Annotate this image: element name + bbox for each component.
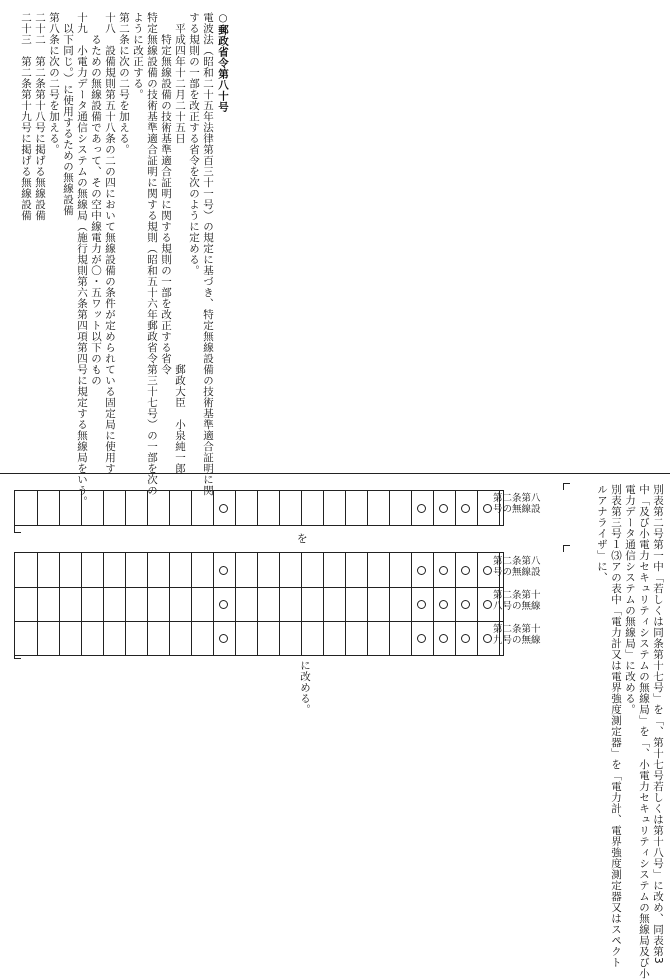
table-cell-divider: [345, 553, 346, 655]
table-cell-divider: [477, 491, 478, 525]
circle-mark: [439, 504, 448, 513]
circle-mark: [219, 600, 228, 609]
table-before-grid: [14, 490, 504, 526]
ordinance-line: 第二条に次の二号を加える。: [118, 12, 130, 155]
ordinance-title: ○郵政省令第八十号: [217, 12, 229, 113]
table-cell-divider: [477, 553, 478, 655]
circle-mark: [417, 566, 426, 575]
table-cell-divider: [125, 553, 126, 655]
replace-mark-aratameru: に改める。: [299, 660, 311, 715]
table-cell-divider: [301, 491, 302, 525]
table-cell-divider: [389, 491, 390, 525]
amendment-line: 別表第三号１⑶アの表中「電力計又は電界強度測定器」を「電力計、電界強度測定器又はスペクト: [610, 484, 622, 968]
table-cell-divider: [37, 553, 38, 655]
table-cell-divider: [455, 553, 456, 655]
table-cell-divider: [213, 553, 214, 655]
table-cell-divider: [191, 553, 192, 655]
table-cell-divider: [37, 491, 38, 525]
table-cell-divider: [191, 491, 192, 525]
circle-mark: [461, 634, 470, 643]
ordinance-line: する規則の一部を改正する省令を次のように定める。: [188, 12, 200, 276]
table-cell-divider: [59, 553, 60, 655]
circle-mark: [417, 504, 426, 513]
table-cell-divider: [235, 553, 236, 655]
table-cell-divider: [169, 491, 170, 525]
table-after-grid: [14, 552, 504, 656]
ordinance-line: るための無線設備であって、その空中線電力が〇・五ワット以下のもの: [90, 12, 102, 386]
amendment-line: ルアナライザ」に、: [596, 484, 608, 583]
table-cell-divider: [455, 491, 456, 525]
table-row-divider: [15, 587, 503, 588]
table-cell-divider: [301, 553, 302, 655]
bracket-mark: [563, 545, 570, 552]
circle-mark: [483, 566, 492, 575]
amendment-line: 電力データ通信システムの無線局」に改める。: [624, 484, 636, 715]
table-cell-divider: [323, 491, 324, 525]
ordinance-line: 二十三 第二条第十九号に掲げる無線設備: [20, 12, 32, 221]
circle-mark: [483, 600, 492, 609]
ordinance-line: 特定無線設備の技術基準適合証明に関する規則（昭和五十六年郵政省令第三十七号）の一部を次の: [146, 12, 158, 496]
table-cell-divider: [169, 553, 170, 655]
circle-mark: [219, 634, 228, 643]
ordinance-line: 第八条に次の二号を加える。: [48, 12, 60, 155]
circle-mark: [219, 566, 228, 575]
ordinance-line: 電波法（昭和二十五年法律第百三十一号）の規定に基づき、特定無線設備の技術基準適合証明に関: [202, 12, 214, 496]
table-cell-divider: [213, 491, 214, 525]
circle-mark: [417, 634, 426, 643]
table-cell-divider: [147, 491, 148, 525]
table-row-label: 第二条第八 号の無線設: [493, 493, 541, 515]
ordinance-line: 十九 小電力データ通信システムの無線局（施行規則第六条第四項第四号に規定する無線局をいう。: [76, 12, 88, 507]
table-cell-divider: [103, 553, 104, 655]
table-cell-divider: [323, 553, 324, 655]
circle-mark: [439, 634, 448, 643]
table-cell-divider: [279, 553, 280, 655]
table-row-divider: [15, 621, 503, 622]
circle-mark: [439, 566, 448, 575]
table-cell-divider: [345, 491, 346, 525]
circle-mark: [461, 600, 470, 609]
table-cell-divider: [125, 491, 126, 525]
circle-mark: [461, 504, 470, 513]
table-cell-divider: [411, 553, 412, 655]
circle-mark: [417, 600, 426, 609]
table-cell-divider: [279, 491, 280, 525]
table-cell-divider: [367, 553, 368, 655]
table-row-label: 第二条第十 八号の無線: [493, 590, 541, 612]
table-cell-divider: [367, 491, 368, 525]
circle-mark: [219, 504, 228, 513]
circle-mark: [439, 600, 448, 609]
table-cell-divider: [81, 553, 82, 655]
table-cell-divider: [103, 491, 104, 525]
ordinance-line: 十八 設備規則第五十八条の二の四において無線設備の条件が定められている固定局に使用す: [104, 12, 116, 474]
ordinance-date-minister: 平成四年十二月二十五日 郵政大臣 小泉純一郎: [174, 12, 186, 474]
table-cell-divider: [411, 491, 412, 525]
amendment-line: 別表第二号第一中「若しくは同条第十七号」を「、第十七号若しくは第十八号」に改め、同表第3: [652, 484, 664, 965]
circle-mark: [483, 504, 492, 513]
table-cell-divider: [257, 491, 258, 525]
table-cell-divider: [59, 491, 60, 525]
table-cell-divider: [433, 491, 434, 525]
table-row-label: 第二条第八 号の無線設: [493, 556, 541, 578]
amendment-line: 中「及び小電力セキュリティシステムの無線局」を「、小電力セキュリティシステムの無線局及び小: [638, 484, 650, 979]
bracket-mark: [563, 483, 570, 490]
ordinance-line: ように改正する。: [132, 12, 144, 100]
table-cell-divider: [389, 553, 390, 655]
table-cell-divider: [433, 553, 434, 655]
table-cell-divider: [257, 553, 258, 655]
table-cell-divider: [235, 491, 236, 525]
circle-mark: [461, 566, 470, 575]
bracket-mark: [14, 652, 21, 659]
table-cell-divider: [81, 491, 82, 525]
table-cell-divider: [147, 553, 148, 655]
ordinance-subtitle: 特定無線設備の技術基準適合証明に関する規則の一部を改正する省令: [160, 12, 172, 375]
section-divider: [0, 473, 670, 474]
replace-mark-wo: を: [297, 533, 308, 545]
ordinance-line: 二十二 第二条第十八号に掲げる無線設備: [34, 12, 46, 221]
ordinance-line: 以下同じ。）に使用するための無線設備: [62, 12, 74, 216]
bracket-mark: [14, 526, 21, 533]
circle-mark: [483, 634, 492, 643]
table-row-label: 第二条第十 九号の無線: [493, 624, 541, 646]
